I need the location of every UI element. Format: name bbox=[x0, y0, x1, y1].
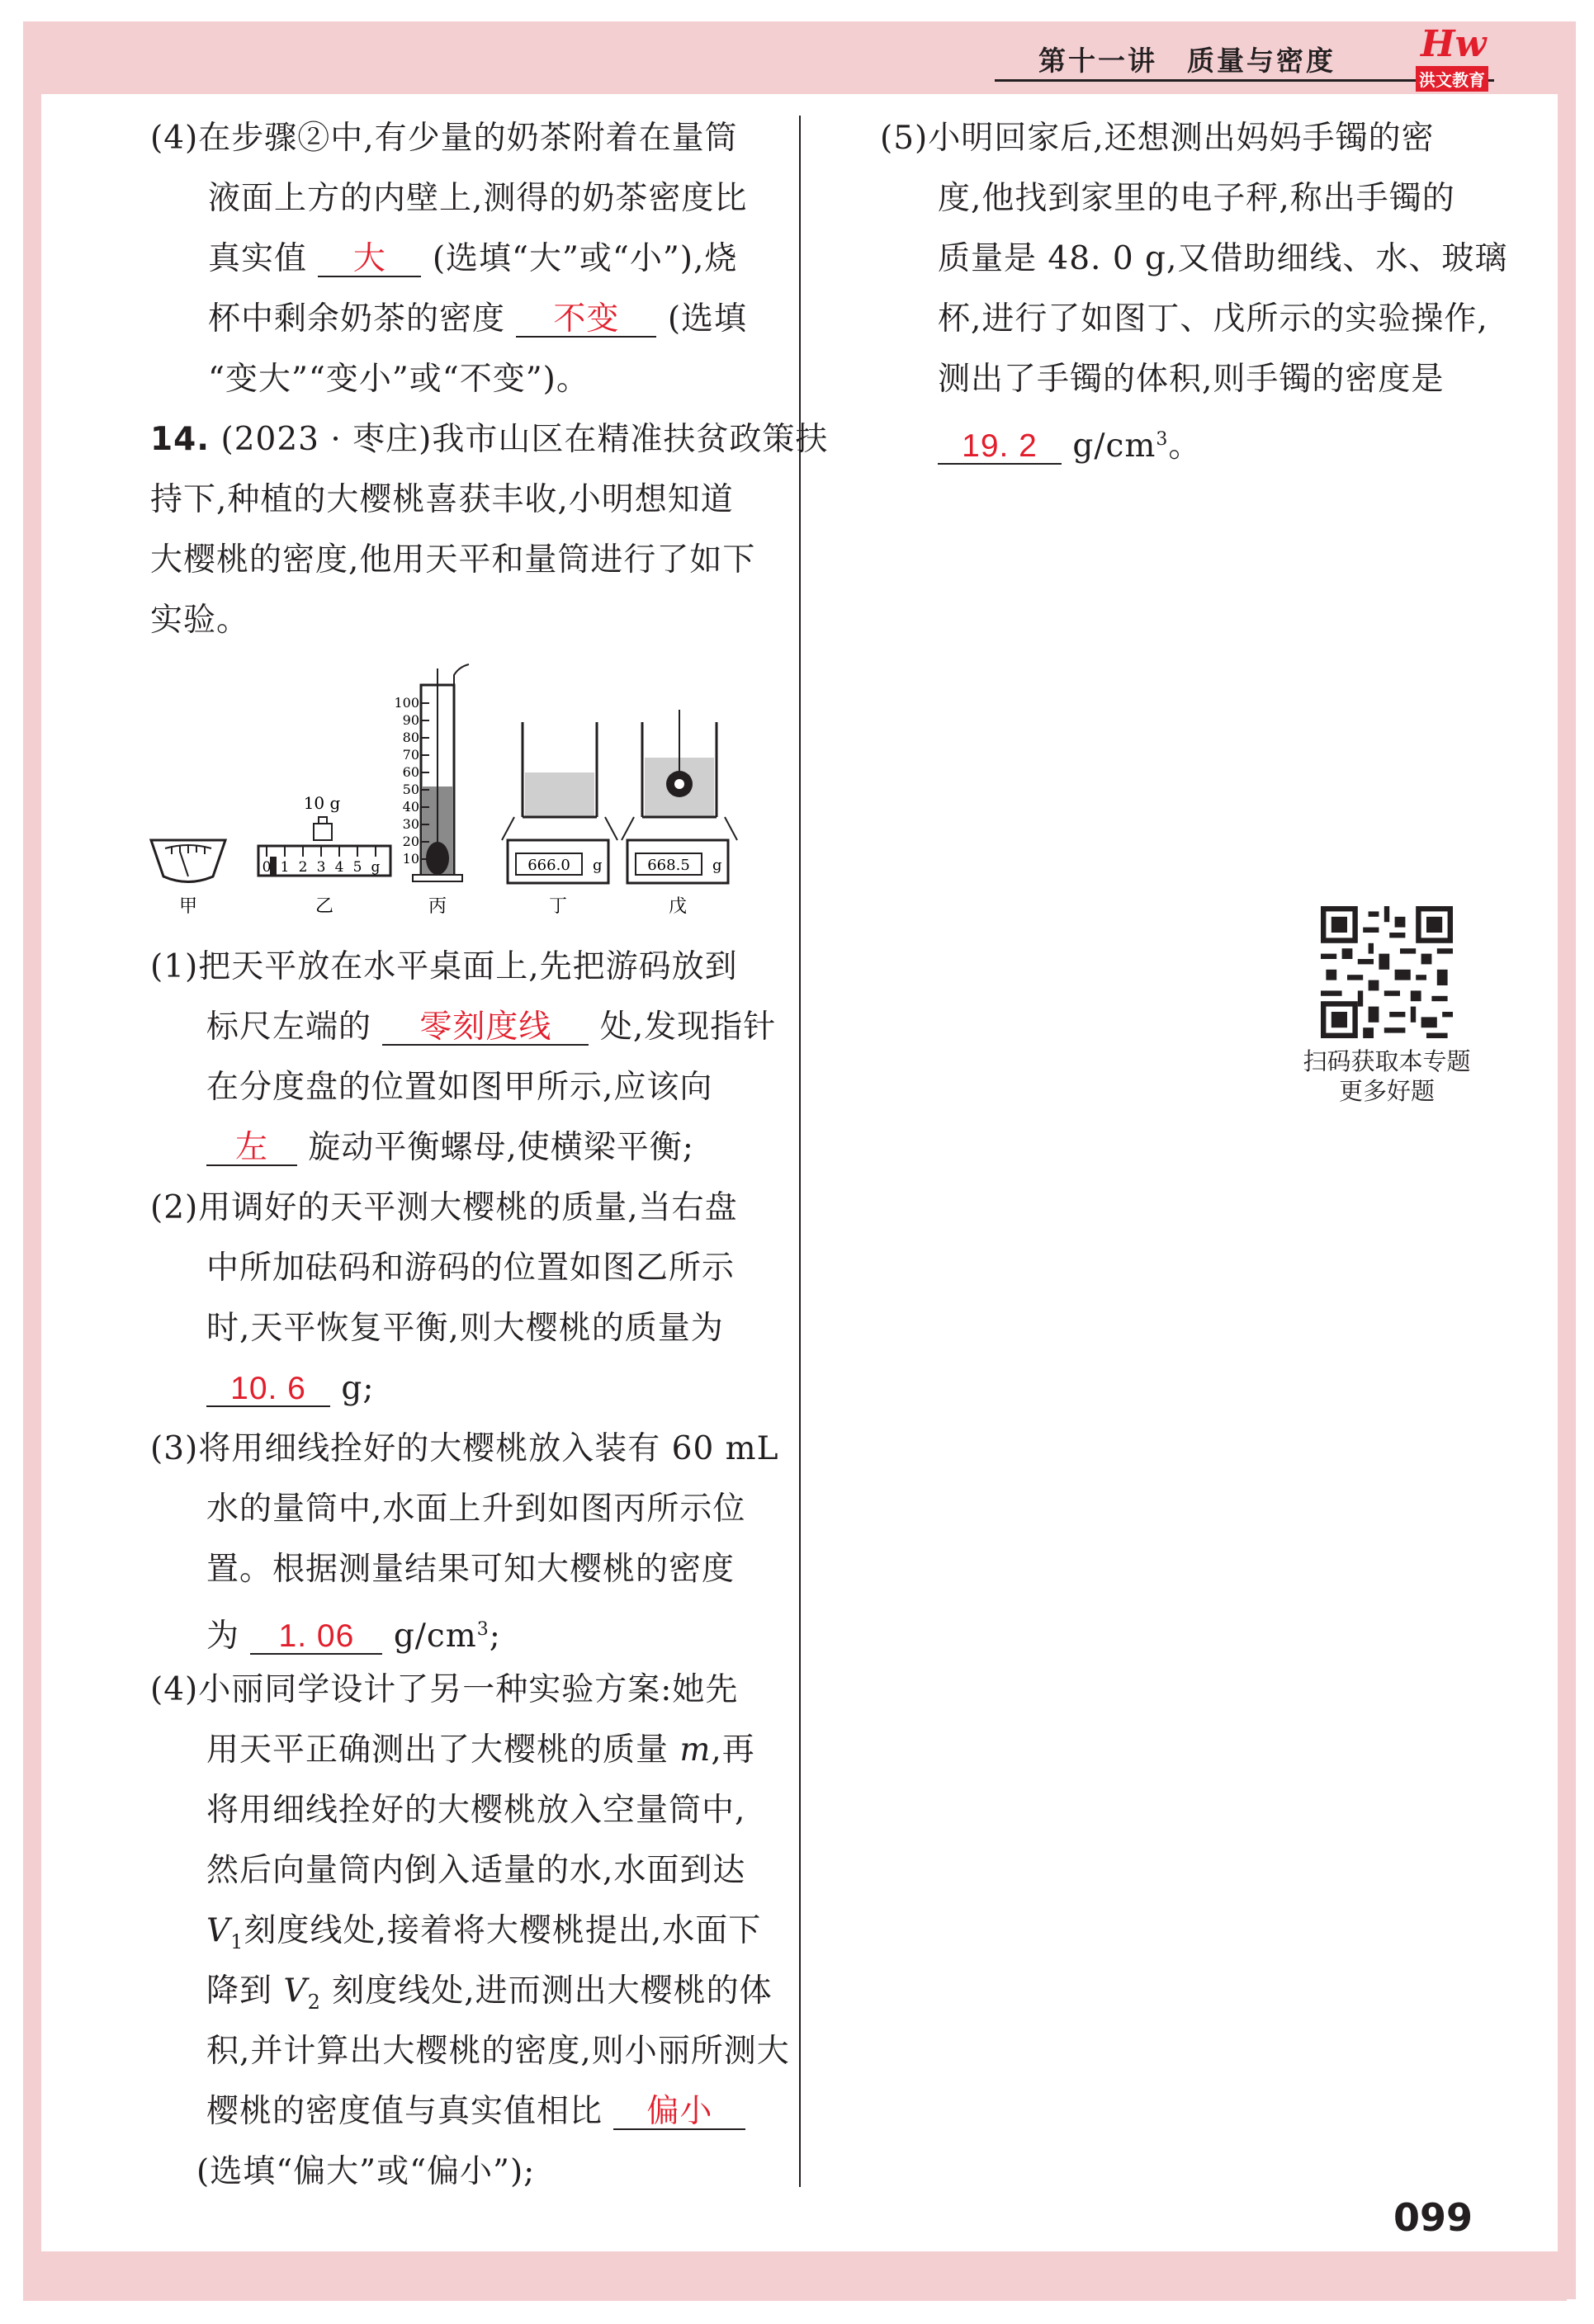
text: 。 bbox=[1168, 427, 1202, 465]
text: 用天平正确测出了大樱桃的质量 bbox=[206, 1731, 680, 1769]
answer-blank: 大 bbox=[318, 243, 421, 277]
balance-dial bbox=[151, 840, 225, 882]
caption-wu: 戊 bbox=[668, 896, 688, 917]
qr-caption-line-1: 扫码获取本专题 bbox=[1303, 1047, 1471, 1075]
cylinder-tick-label: 50 bbox=[402, 782, 419, 797]
q14-line-1 bbox=[150, 418, 828, 461]
qr-code[interactable] bbox=[1321, 906, 1453, 1038]
caption-yi: 乙 bbox=[315, 896, 334, 917]
answer-blank: 不变 bbox=[516, 303, 656, 338]
variable-m: m bbox=[679, 1731, 712, 1769]
q13-4-line-4 bbox=[208, 298, 747, 341]
p1-line-3: 在分度盘的位置如图甲所示,应该向 bbox=[206, 1069, 713, 1106]
ruler-tick-label: 3 bbox=[316, 859, 326, 876]
question-number: 14. bbox=[150, 421, 210, 458]
p4-line-2 bbox=[206, 1729, 755, 1772]
ruler-tick-label: 2 bbox=[298, 859, 308, 876]
variable-v: V bbox=[283, 1972, 308, 2010]
superscript: 3 bbox=[476, 1619, 490, 1640]
subscript: 1 bbox=[230, 1930, 244, 1953]
p2-line-4 bbox=[206, 1367, 375, 1410]
cylinder-tick-label: 100 bbox=[394, 695, 419, 711]
footer-band bbox=[23, 2251, 1567, 2301]
weight-and-ruler bbox=[258, 793, 390, 876]
text: 真实值 bbox=[208, 240, 308, 277]
ruler-tick-label: 1 bbox=[280, 859, 290, 876]
text: ; bbox=[489, 1618, 501, 1655]
text: (2023 · 枣庄)我市山区在精准扶贫政策扶 bbox=[220, 421, 829, 458]
text: g/cm bbox=[393, 1618, 477, 1655]
text: 旋动平衡螺母,使横梁平衡; bbox=[308, 1129, 694, 1166]
text: 处,发现指针 bbox=[599, 1008, 777, 1046]
cylinder-tick-label: 40 bbox=[402, 799, 419, 815]
cylinder-tick-label: 70 bbox=[402, 747, 419, 763]
text: 樱桃的密度值与真实值相比 bbox=[206, 2093, 603, 2130]
p3-line-3: 置。根据测量结果可知大樱桃的密度 bbox=[206, 1551, 736, 1588]
left-margin-band bbox=[23, 21, 41, 2299]
ruler-tick-label: g bbox=[371, 859, 381, 876]
text: (选填 bbox=[667, 300, 748, 338]
answer-blank: 零刻度线 bbox=[382, 1011, 589, 1046]
p2-line-2: 中所加砝码和游码的位置如图乙所示 bbox=[206, 1249, 736, 1287]
q14-line-3: 大樱桃的密度,他用天平和量筒进行了如下 bbox=[150, 541, 756, 579]
logo-brand: 洪文教育 bbox=[1416, 66, 1488, 92]
cherry bbox=[426, 842, 449, 875]
publisher-logo bbox=[1416, 23, 1506, 90]
p5-line-3: 质量是 48. 0 g,又借助细线、水、玻璃 bbox=[938, 240, 1508, 277]
text: g; bbox=[341, 1370, 375, 1407]
q13-4-line-3 bbox=[208, 238, 737, 281]
p3-line-2: 水的量筒中,水面上升到如图丙所示位 bbox=[206, 1490, 746, 1528]
text: ,再 bbox=[711, 1731, 755, 1769]
q13-4-line-5: “变大”“变小”或“不变”)。 bbox=[208, 361, 589, 398]
cylinder-tick-label: 90 bbox=[402, 712, 419, 728]
text: (选填“大”或“小”),烧 bbox=[432, 240, 738, 277]
scale-reading-2: 668.5 bbox=[647, 857, 690, 874]
p4-line-4: 然后向量筒内倒入适量的水,水面到达 bbox=[206, 1852, 746, 1889]
cylinder-tick-label: 30 bbox=[402, 816, 419, 832]
p5-line-2: 度,他找到家里的电子秤,称出手镯的 bbox=[938, 180, 1455, 217]
caption-jia: 甲 bbox=[178, 896, 198, 917]
answer-blank: 1. 06 bbox=[250, 1620, 382, 1655]
p4-line-3: 将用细线拴好的大樱桃放入空量筒中, bbox=[206, 1792, 746, 1829]
text: 刻度线处,进而测出大樱桃的体 bbox=[320, 1972, 773, 2010]
scale-unit-2: g bbox=[712, 857, 722, 874]
experiment-figure bbox=[147, 660, 758, 933]
p4-line-9: (选填“偏大”或“偏小”); bbox=[196, 2153, 536, 2190]
ruler-tick-label: 4 bbox=[334, 859, 344, 876]
text: 降到 bbox=[206, 1972, 284, 2010]
p4-line-8 bbox=[206, 2090, 745, 2133]
subscript: 2 bbox=[307, 1990, 321, 2014]
ruler-tick-label: 5 bbox=[352, 859, 362, 876]
page-number: 099 bbox=[1393, 2195, 1473, 2240]
q14-line-2: 持下,种植的大樱桃喜获丰收,小明想知道 bbox=[150, 481, 734, 518]
logo-mark: Hw bbox=[1421, 23, 1487, 65]
chapter-title: 第十一讲 质量与密度 bbox=[1038, 45, 1336, 77]
caption-ding: 丁 bbox=[548, 896, 568, 917]
q14-line-4: 实验。 bbox=[150, 602, 250, 639]
qr-caption-line-2: 更多好题 bbox=[1338, 1077, 1435, 1105]
ruler-tick-label: 0 bbox=[262, 859, 272, 876]
p2-line-3: 时,天平恢复平衡,则大樱桃的质量为 bbox=[206, 1310, 724, 1347]
weight-label: 10 g bbox=[303, 793, 341, 813]
answer-blank: 左 bbox=[206, 1131, 297, 1166]
p4-line-7: 积,并计算出大樱桃的密度,则小丽所测大 bbox=[206, 2033, 790, 2070]
cylinder-tick-label: 60 bbox=[402, 764, 419, 780]
answer-blank: 偏小 bbox=[613, 2095, 745, 2130]
scale-with-bracelet bbox=[622, 710, 737, 883]
caption-bing: 丙 bbox=[428, 896, 447, 917]
p1-line-4 bbox=[206, 1127, 694, 1169]
right-margin-band bbox=[1558, 21, 1576, 2299]
p3-line-1: (3)将用细线拴好的大樱桃放入装有 60 mL bbox=[150, 1430, 779, 1467]
cylinder-tick-label: 80 bbox=[402, 730, 419, 745]
cylinder-tick-label: 10 bbox=[402, 851, 419, 867]
p5-line-1: (5)小明回家后,还想测出妈妈手镯的密 bbox=[880, 120, 1435, 157]
p1-line-1: (1)把天平放在水平桌面上,先把游码放到 bbox=[150, 948, 738, 985]
p1-line-2 bbox=[206, 1006, 776, 1049]
qr-caption bbox=[1271, 1046, 1502, 1106]
text: 标尺左端的 bbox=[206, 1008, 372, 1046]
q13-4-line-1: (4)在步骤②中,有少量的奶茶附着在量筒 bbox=[150, 120, 738, 157]
measuring-cylinder bbox=[394, 664, 469, 881]
q13-4-line-2: 液面上方的内壁上,测得的奶茶密度比 bbox=[208, 180, 748, 217]
p5-line-4: 杯,进行了如图丁、戊所示的实验操作, bbox=[938, 300, 1488, 338]
scale-reading-1: 666.0 bbox=[527, 857, 570, 874]
text: 为 bbox=[206, 1618, 240, 1655]
p2-line-1: (2)用调好的天平测大樱桃的质量,当右盘 bbox=[150, 1189, 738, 1226]
weight-block bbox=[314, 824, 332, 840]
variable-v: V bbox=[206, 1912, 231, 1949]
superscript: 3 bbox=[1156, 429, 1169, 450]
text: g/cm bbox=[1072, 427, 1156, 465]
answer-blank: 19. 2 bbox=[938, 430, 1062, 465]
scale-with-beaker bbox=[502, 722, 617, 883]
p5-line-5: 测出了手镯的体积,则手镯的密度是 bbox=[938, 361, 1445, 398]
answer-blank: 10. 6 bbox=[206, 1372, 330, 1407]
scale-unit-1: g bbox=[593, 857, 603, 874]
p4-line-1: (4)小丽同学设计了另一种实验方案:她先 bbox=[150, 1671, 739, 1708]
p5-line-6 bbox=[938, 418, 1201, 468]
cylinder-tick-label: 20 bbox=[402, 834, 419, 849]
p3-line-4 bbox=[206, 1608, 501, 1658]
p4-line-5 bbox=[206, 1910, 761, 1963]
p4-line-6 bbox=[206, 1970, 773, 2024]
text: 杯中剩余奶茶的密度 bbox=[208, 300, 506, 338]
text: 刻度线处,接着将大樱桃提出,水面下 bbox=[244, 1912, 762, 1949]
